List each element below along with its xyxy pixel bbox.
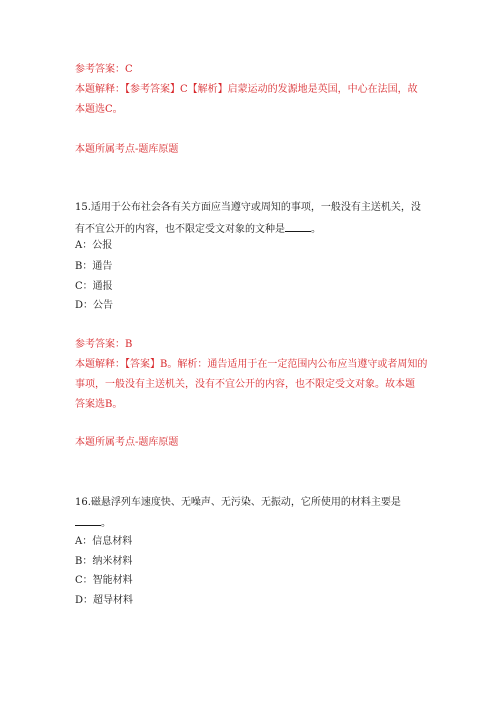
q14-answer: 参考答案：C xyxy=(75,64,133,75)
q16-option-a: A：信息材料 xyxy=(75,536,133,547)
q15-source: 本题所属考点-题库原题 xyxy=(75,437,179,448)
q16-question-line-1: 16.磁悬浮列车速度快、无噪声、无污染、无振动，它所使用的材料主要是 xyxy=(75,497,401,508)
q14-analysis-line-1: 本题解释：【参考答案】C【解析】启蒙运动的发源地是英国，中心在法国，故 xyxy=(75,84,418,95)
q16-option-b: B：纳米材料 xyxy=(75,556,133,567)
q15-analysis-line-2: 事项，一般没有主送机关，没有不宜公开的内容，也不限定受文对象。故本题 xyxy=(75,379,415,390)
q16-question-end: 。 xyxy=(101,518,111,529)
q15-answer: 参考答案：B xyxy=(75,339,133,350)
q15-analysis-line-1: 本题解释：【答案】B。解析：通告适用于在一定范围内公布应当遵守或者周知的 xyxy=(75,359,428,370)
q15-question-end: 。 xyxy=(311,224,321,235)
q16-option-d: D：超导材料 xyxy=(75,595,134,606)
q15-analysis-line-3: 答案选B。 xyxy=(75,399,123,410)
answer-blank xyxy=(285,222,311,232)
answer-blank xyxy=(75,516,101,526)
q15-question-line-2 xyxy=(75,222,321,236)
q16-option-c: C：智能材料 xyxy=(75,575,133,586)
q14-analysis-line-2: 本题选C。 xyxy=(75,104,123,115)
q15-option-d: D：公告 xyxy=(75,300,114,311)
q15-option-a: A：公报 xyxy=(75,240,113,251)
q15-option-b: B：通告 xyxy=(75,261,113,272)
q15-question-text: 有不宜公开的内容，也不限定受文对象的文种是 xyxy=(75,224,285,235)
q14-source: 本题所属考点-题库原题 xyxy=(75,144,179,155)
q15-option-c: C：通报 xyxy=(75,281,113,292)
q16-question-line-2 xyxy=(75,516,111,530)
q15-question-line-1: 15.适用于公布社会各有关方面应当遵守或周知的事项，一般没有主送机关，没 xyxy=(75,202,421,213)
